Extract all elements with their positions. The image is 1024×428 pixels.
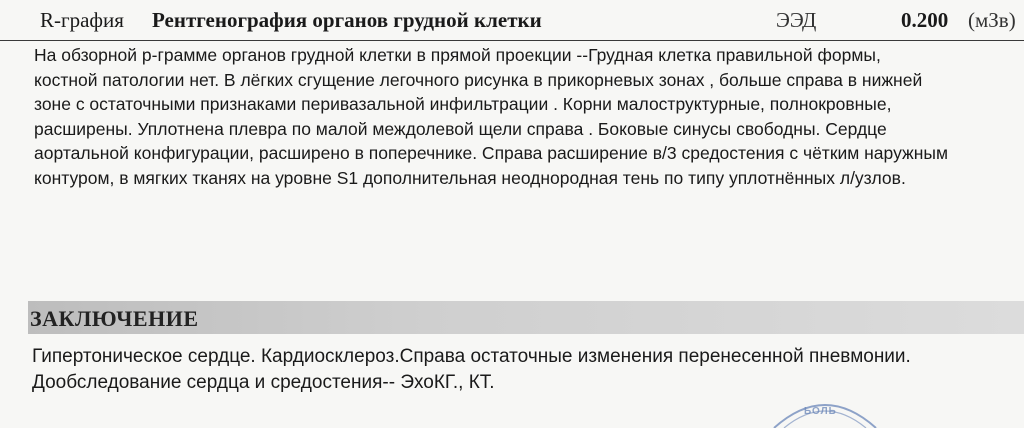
- conclusion-line: Дообследование сердца и средостения-- ЭхоКГ., КТ.: [32, 371, 495, 393]
- description-line: расширены. Уплотнена плевра по малой междолевой щели справа . Боковые синусы свободны. Сердце: [34, 118, 887, 139]
- exam-title: Рентгенография органов грудной клетки: [152, 8, 542, 32]
- findings-description: [34, 43, 1024, 191]
- svg-text:ЬОЛЬ: ЬОЛЬ: [804, 406, 837, 417]
- exam-code: R-графия: [40, 8, 124, 32]
- report-header: [0, 0, 1024, 41]
- description-line: костной патологии нет. В лёгких сгущение легочного рисунка в прикорневых зонах , больше справа в нижней: [34, 69, 923, 90]
- clinic-stamp: [770, 388, 880, 428]
- conclusion-heading: ЗАКЛЮЧЕНИЕ: [30, 306, 199, 331]
- description-line: На обзорной р-грамме органов грудной клетки в прямой проекции --Грудная клетка правильной формы,: [34, 45, 881, 65]
- description-line: зоне с остаточными признаками перивазальной инфильтрации . Корни малоструктурные, полнокровные,: [34, 94, 892, 115]
- dose-value: 0.200: [901, 8, 949, 32]
- description-line: аортальной конфигурации, расширено в поперечнике. Справа расширение в/3 средостения с чётким наружным: [34, 143, 949, 164]
- description-line: контуром, в мягких тканях на уровне S1 дополнительная неоднородная тень по типу уплотнённых л/узлов.: [34, 167, 906, 188]
- conclusion-line: Гипертоническое сердце. Кардиосклероз.Справа остаточные изменения перенесенной пневмонии.: [32, 346, 911, 367]
- dose-label: ЭЭД: [776, 8, 817, 32]
- dose-unit: (мЗв): [968, 8, 1016, 32]
